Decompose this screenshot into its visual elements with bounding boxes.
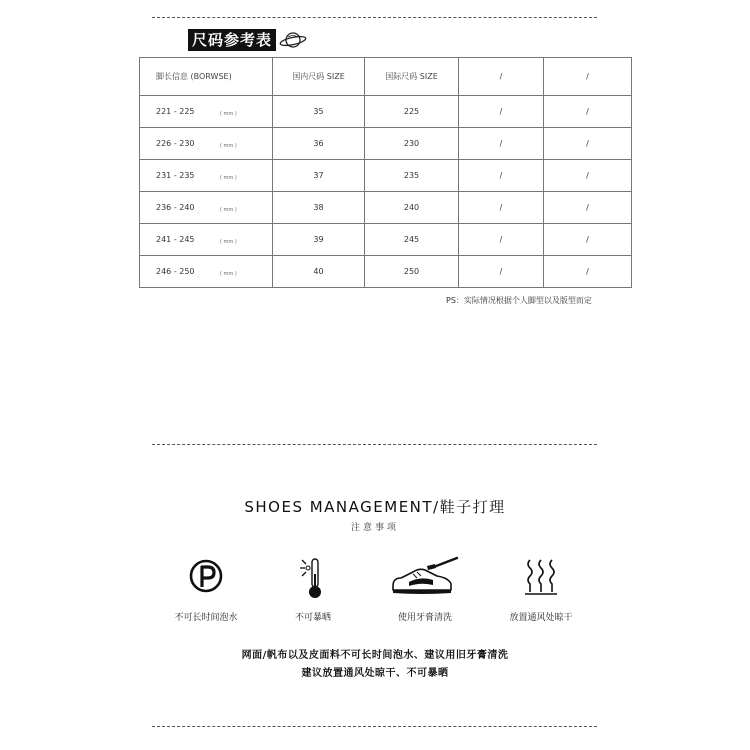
header-col5: / — [544, 58, 632, 96]
ventilation-waves-icon — [521, 556, 561, 598]
size-chart-title — [188, 28, 308, 52]
care-item-ventilate — [486, 556, 596, 626]
table-row — [140, 96, 632, 128]
sneaker-brush-icon — [387, 556, 463, 600]
foot-length-cell: 246 - 250 — [156, 267, 195, 276]
header-cn-size: 国内尺码 SIZE — [273, 58, 365, 96]
empty-cell: / — [544, 192, 632, 224]
foot-length-cell: 236 - 240 — [156, 203, 195, 213]
care-item-no-sun — [258, 556, 368, 626]
care-label-no-sun: 不可暴晒 — [294, 613, 331, 623]
divider-top — [152, 17, 597, 18]
table-row — [140, 128, 632, 160]
care-note-2: 建议放置通风处晾干、不可暴晒 — [301, 668, 449, 679]
unit-label: ( mm ) — [220, 238, 237, 245]
empty-cell: / — [459, 192, 544, 224]
no-soak-icon — [186, 556, 226, 596]
empty-cell: / — [459, 160, 544, 192]
empty-cell: / — [544, 224, 632, 256]
foot-length-cell: 226 - 230 — [156, 139, 195, 149]
thermometer-sun-icon — [293, 556, 333, 602]
care-label-toothpaste: 使用牙膏清洗 — [397, 613, 452, 623]
unit-label: ( mm ) — [220, 174, 237, 181]
table-row — [140, 256, 632, 288]
intl-size-cell: 235 — [365, 160, 459, 192]
care-note-1: 网面/帆布以及皮面料不可长时间泡水、建议用旧牙膏清洗 — [241, 650, 509, 661]
care-label-no-soak: 不可长时间泡水 — [174, 613, 238, 623]
care-item-no-soak — [151, 556, 261, 626]
table-header-row — [140, 58, 632, 96]
ps-note: PS：实际情况根据个人脚型以及版型而定 — [446, 296, 592, 305]
table-row — [140, 160, 632, 192]
unit-label: ( mm ) — [220, 270, 237, 277]
intl-size-cell: 245 — [365, 224, 459, 256]
divider-bottom — [152, 726, 597, 727]
foot-length-cell: 241 - 245 — [156, 235, 195, 245]
intl-size-cell: 230 — [365, 128, 459, 160]
header-intl-size: 国际尺码 SIZE — [365, 58, 459, 96]
foot-length-cell: 231 - 235 — [156, 171, 195, 181]
size-table — [139, 57, 632, 288]
empty-cell: / — [459, 128, 544, 160]
care-item-toothpaste — [370, 556, 480, 626]
empty-cell: / — [459, 224, 544, 256]
cn-size-cell: 36 — [273, 128, 365, 160]
empty-cell: / — [544, 160, 632, 192]
cn-size-cell: 38 — [273, 192, 365, 224]
divider-middle — [152, 444, 597, 445]
planet-icon — [278, 29, 308, 51]
unit-label: ( mm ) — [220, 142, 237, 149]
cn-size-cell: 39 — [273, 224, 365, 256]
empty-cell: / — [459, 96, 544, 128]
unit-label: ( mm ) — [220, 206, 237, 213]
size-chart-title-text: 尺码参考表 — [188, 29, 276, 51]
management-subtitle: 注意事项 — [350, 523, 399, 533]
intl-size-cell: 225 — [365, 96, 459, 128]
intl-size-cell: 250 — [365, 256, 459, 288]
cn-size-cell: 40 — [273, 256, 365, 288]
cn-size-cell: 37 — [273, 160, 365, 192]
table-row — [140, 224, 632, 256]
intl-size-cell: 240 — [365, 192, 459, 224]
empty-cell: / — [544, 96, 632, 128]
management-title: SHOES MANAGEMENT/鞋子打理 — [244, 498, 506, 516]
unit-label: ( mm ) — [220, 110, 237, 117]
care-label-ventilate: 放置通风处晾干 — [509, 613, 573, 623]
header-col4: / — [459, 58, 544, 96]
foot-length-cell: 221 - 225 — [156, 107, 195, 117]
cn-size-cell: 35 — [273, 96, 365, 128]
empty-cell: / — [544, 128, 632, 160]
empty-cell: / — [544, 256, 632, 288]
table-row — [140, 192, 632, 224]
empty-cell: / — [459, 256, 544, 288]
header-foot-length: 脚长信息 (BORWSE) — [140, 58, 273, 96]
